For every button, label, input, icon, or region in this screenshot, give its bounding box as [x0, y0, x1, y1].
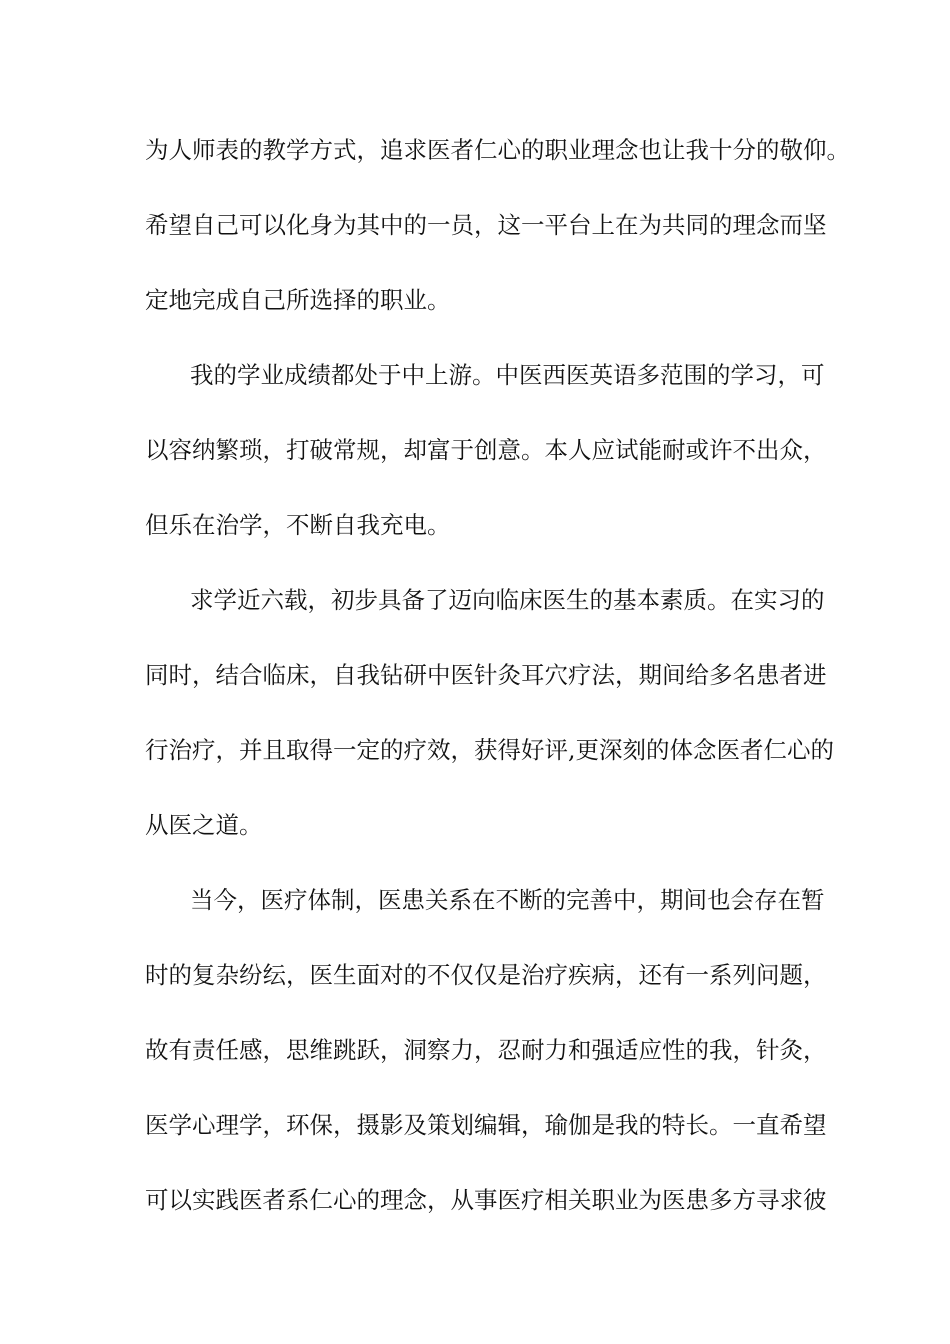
text-line: 为人师表的教学方式，追求医者仁心的职业理念也让我十分的敬仰。 [145, 136, 850, 164]
text-line: 定地完成自己所选择的职业。 [145, 286, 451, 314]
text-line: 时的复杂纷纭，医生面对的不仅仅是治疗疾病，还有一系列问题， [145, 961, 827, 989]
text-line: 可以实践医者系仁心的理念，从事医疗相关职业为医患多方寻求彼 [145, 1186, 827, 1214]
text-line: 但乐在治学，不断自我充电。 [145, 511, 451, 539]
paragraph-first-line: 我的学业成绩都处于中上游。中医西医英语多范围的学习，可 [190, 361, 825, 389]
paragraph-first-line: 当今，医疗体制，医患关系在不断的完善中，期间也会存在暂 [190, 886, 825, 914]
text-line: 希望自己可以化身为其中的一员，这一平台上在为共同的理念而坚 [145, 211, 827, 239]
text-line: 行治疗，并且取得一定的疗效，获得好评,更深刻的体念医者仁心的 [145, 736, 834, 764]
text-line: 同时，结合临床，自我钻研中医针灸耳穴疗法，期间给多名患者进 [145, 661, 827, 689]
text-line: 医学心理学，环保，摄影及策划编辑，瑜伽是我的特长。一直希望 [145, 1111, 827, 1139]
text-line: 故有责任感，思维跳跃，洞察力，忍耐力和强适应性的我，针灸， [145, 1036, 827, 1064]
text-line: 从医之道。 [145, 811, 263, 839]
paragraph-first-line: 求学近六载，初步具备了迈向临床医生的基本素质。在实习的 [190, 586, 825, 614]
text-line: 以容纳繁琐，打破常规，却富于创意。本人应试能耐或许不出众， [145, 436, 827, 464]
